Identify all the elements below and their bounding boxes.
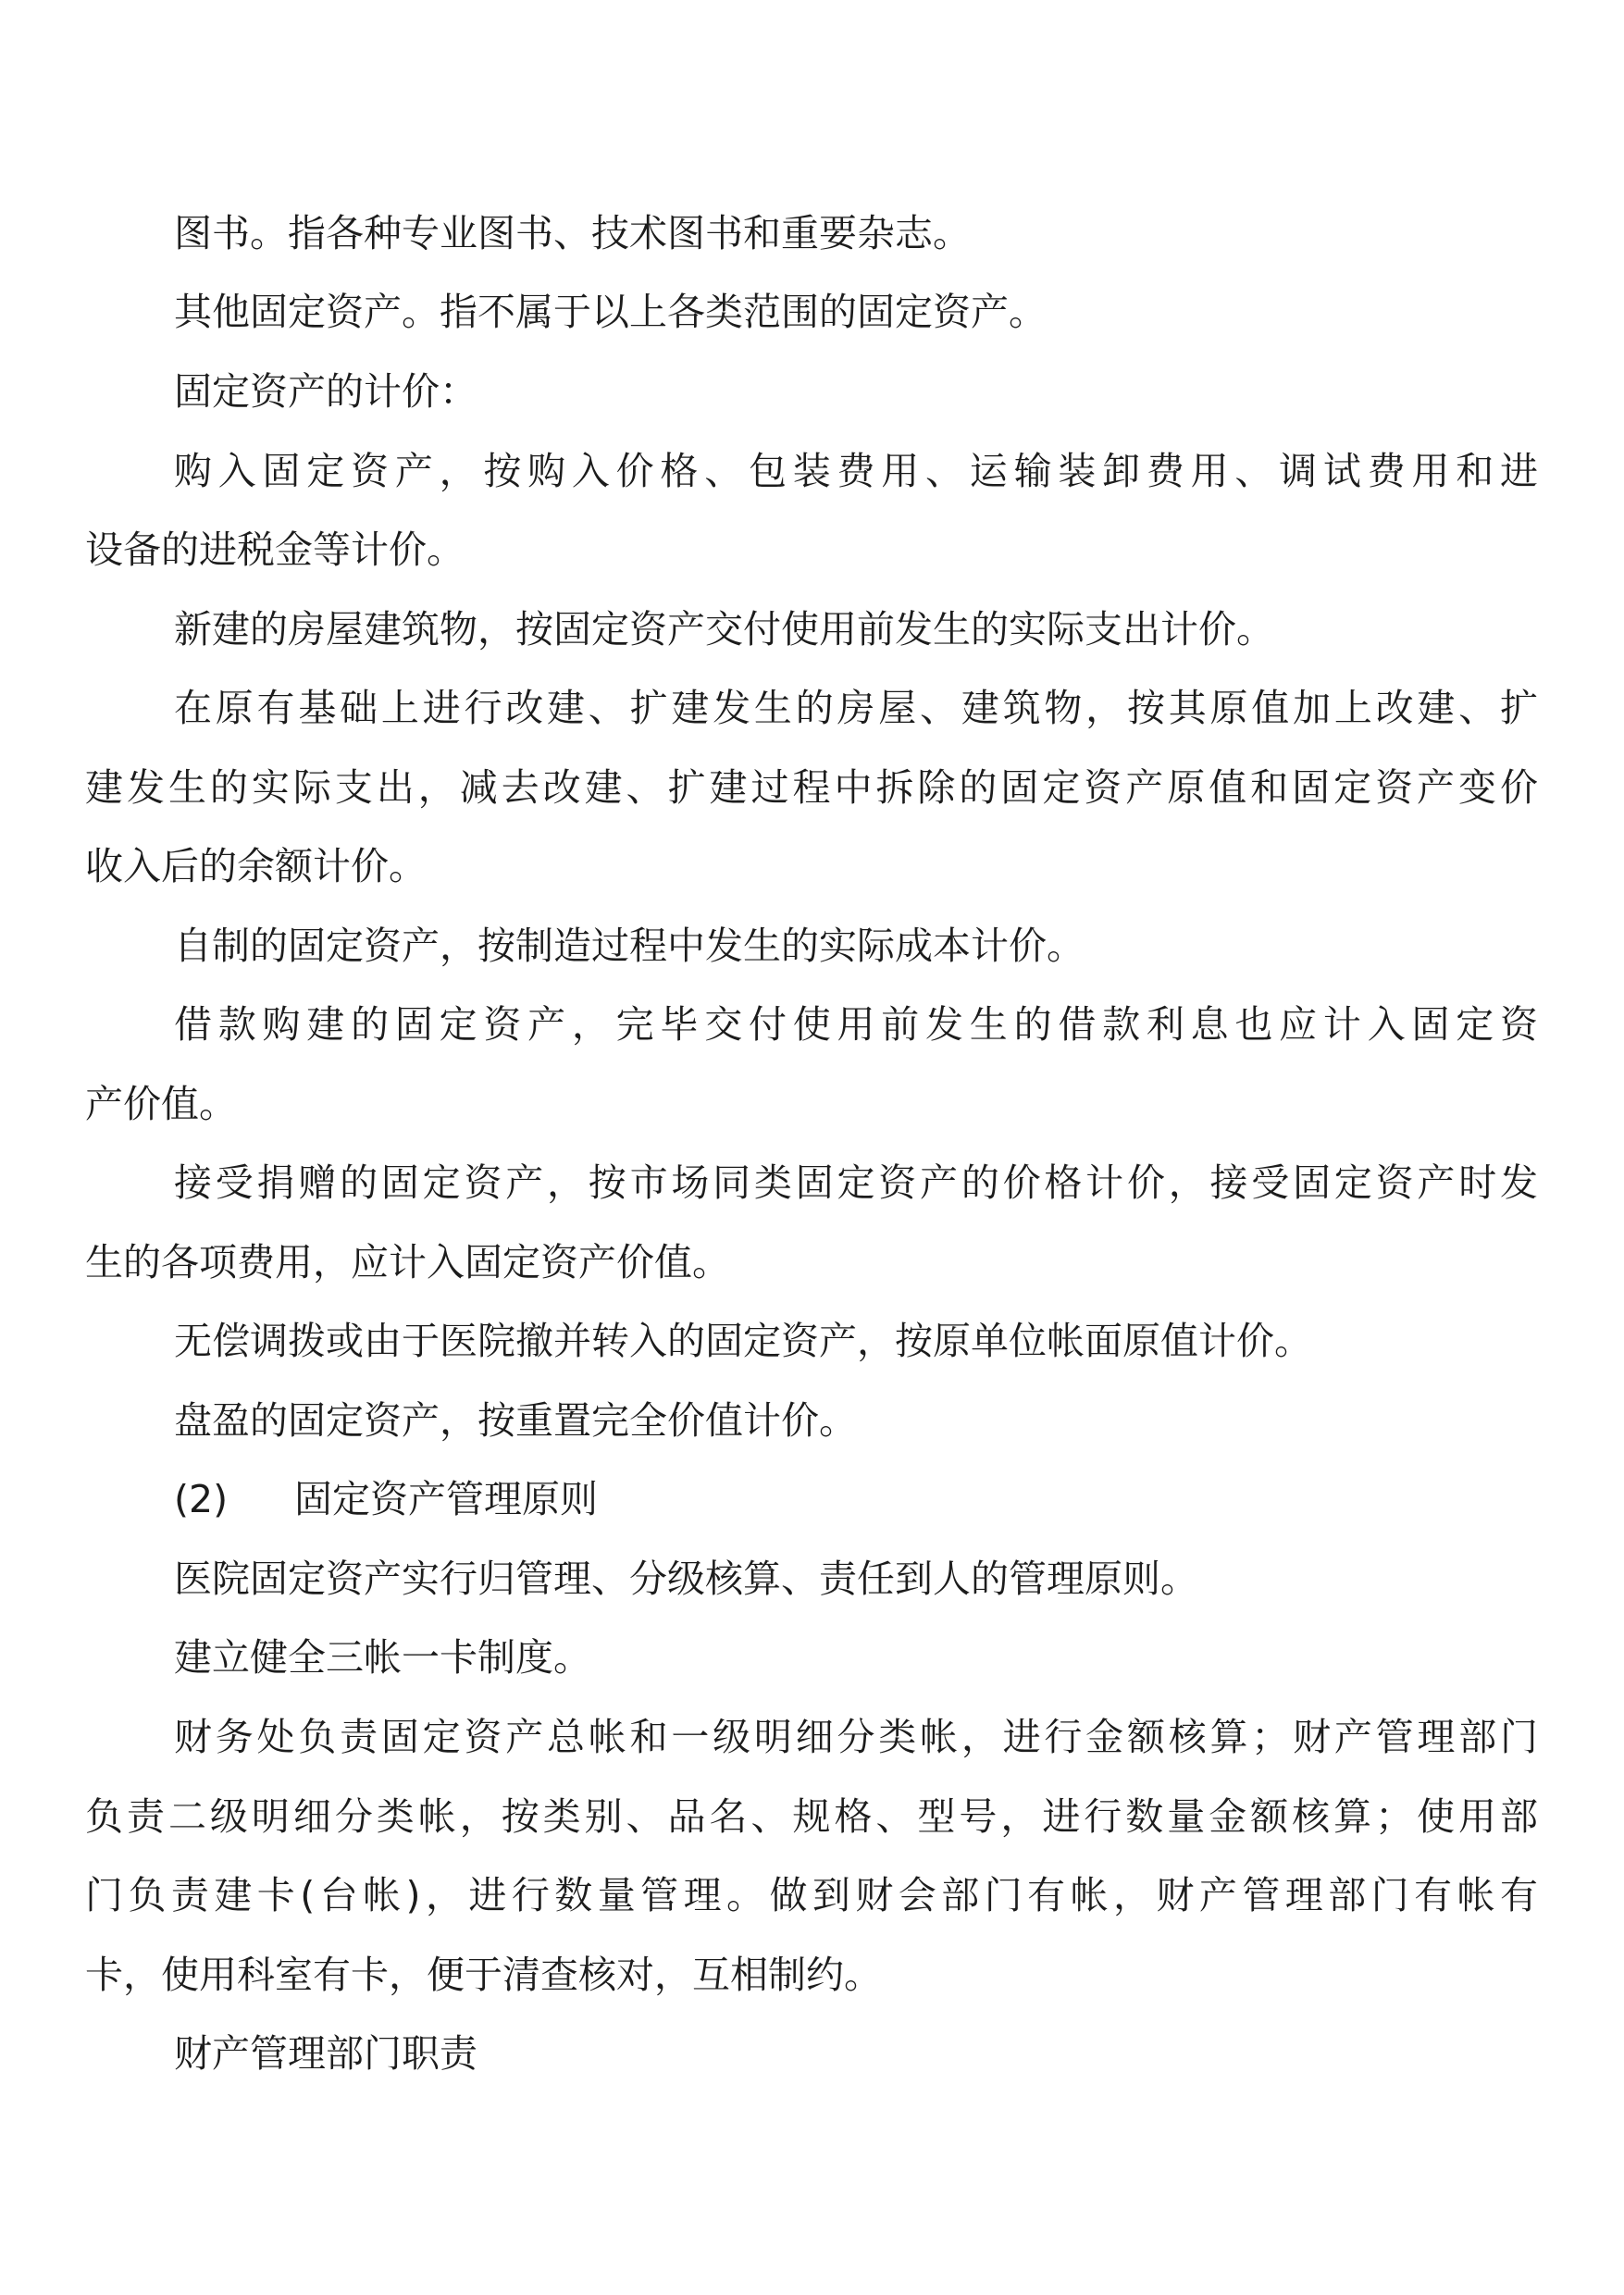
section-heading xyxy=(174,1473,598,1525)
paragraph-principles: 医院固定资产实行归管理、分级核算、责任到人的管理原则。 xyxy=(174,1557,1198,1601)
paragraph-other-assets: 其他固定资产。指不属于以上各类范围的固定资产。 xyxy=(174,290,1047,334)
paragraph-transferred: 无偿调拨或由于医院撤并转入的固定资产，按原单位帐面原值计价。 xyxy=(174,1319,1312,1363)
paragraph-self-made: 自制的固定资产，按制造过程中发生的实际成本计价。 xyxy=(174,924,1085,968)
paragraph-surplus: 盘盈的固定资产，按重置完全价值计价。 xyxy=(174,1398,857,1443)
paragraph-renovation-line3: 收入后的余额计价。 xyxy=(85,844,427,888)
paragraph-finance-line3: 门负责建卡(台帐)，进行数量管理。做到财会部门有帐，财产管理部门有帐有 xyxy=(85,1873,1538,1917)
paragraph-three-ledgers: 建立健全三帐一卡制度。 xyxy=(174,1635,591,1680)
paragraph-purchased-line2: 设备的进税金等计价。 xyxy=(85,527,465,572)
paragraph-purchased-line1: 购入固定资产，按购入价格、包装费用、运输装卸费用、调试费用和进 xyxy=(174,449,1538,493)
section-number: (2) xyxy=(174,1477,229,1521)
paragraph-finance-line4: 卡，使用科室有卡，便于清查核对，互相制约。 xyxy=(85,1953,882,1997)
paragraph-loan-built-line2: 产价值。 xyxy=(85,1082,237,1126)
paragraph-new-buildings: 新建的房屋建筑物，按固定资产交付使用前发生的实际支出计价。 xyxy=(174,607,1274,651)
paragraph-books: 图书。指各种专业图书、技术图书和重要杂志。 xyxy=(174,211,971,255)
paragraph-finance-line1: 财务处负责固定资产总帐和一级明细分类帐，进行金额核算；财产管理部门 xyxy=(174,1715,1538,1759)
paragraph-donated-line2: 生的各项费用，应计入固定资产价值。 xyxy=(85,1240,730,1284)
section-title: 固定资产管理原则 xyxy=(294,1477,598,1521)
paragraph-finance-line2: 负责二级明细分类帐，按类别、品名、规格、型号，进行数量金额核算；使用部 xyxy=(85,1794,1538,1839)
paragraph-renovation-line2: 建发生的实际支出，减去改建、扩建过程中拆除的固定资产原值和固定资产变价 xyxy=(85,765,1538,810)
paragraph-department-duties: 财产管理部门职责 xyxy=(174,2031,477,2076)
paragraph-renovation-line1: 在原有基础上进行改建、扩建发生的房屋、建筑物，按其原值加上改建、扩 xyxy=(174,686,1538,730)
paragraph-loan-built-line1: 借款购建的固定资产，完毕交付使用前发生的借款利息也应计入固定资 xyxy=(174,1002,1538,1047)
paragraph-donated-line1: 接受捐赠的固定资产，按市场同类固定资产的价格计价，接受固定资产时发 xyxy=(174,1160,1538,1205)
paragraph-valuation-title: 固定资产的计价： xyxy=(174,369,477,414)
